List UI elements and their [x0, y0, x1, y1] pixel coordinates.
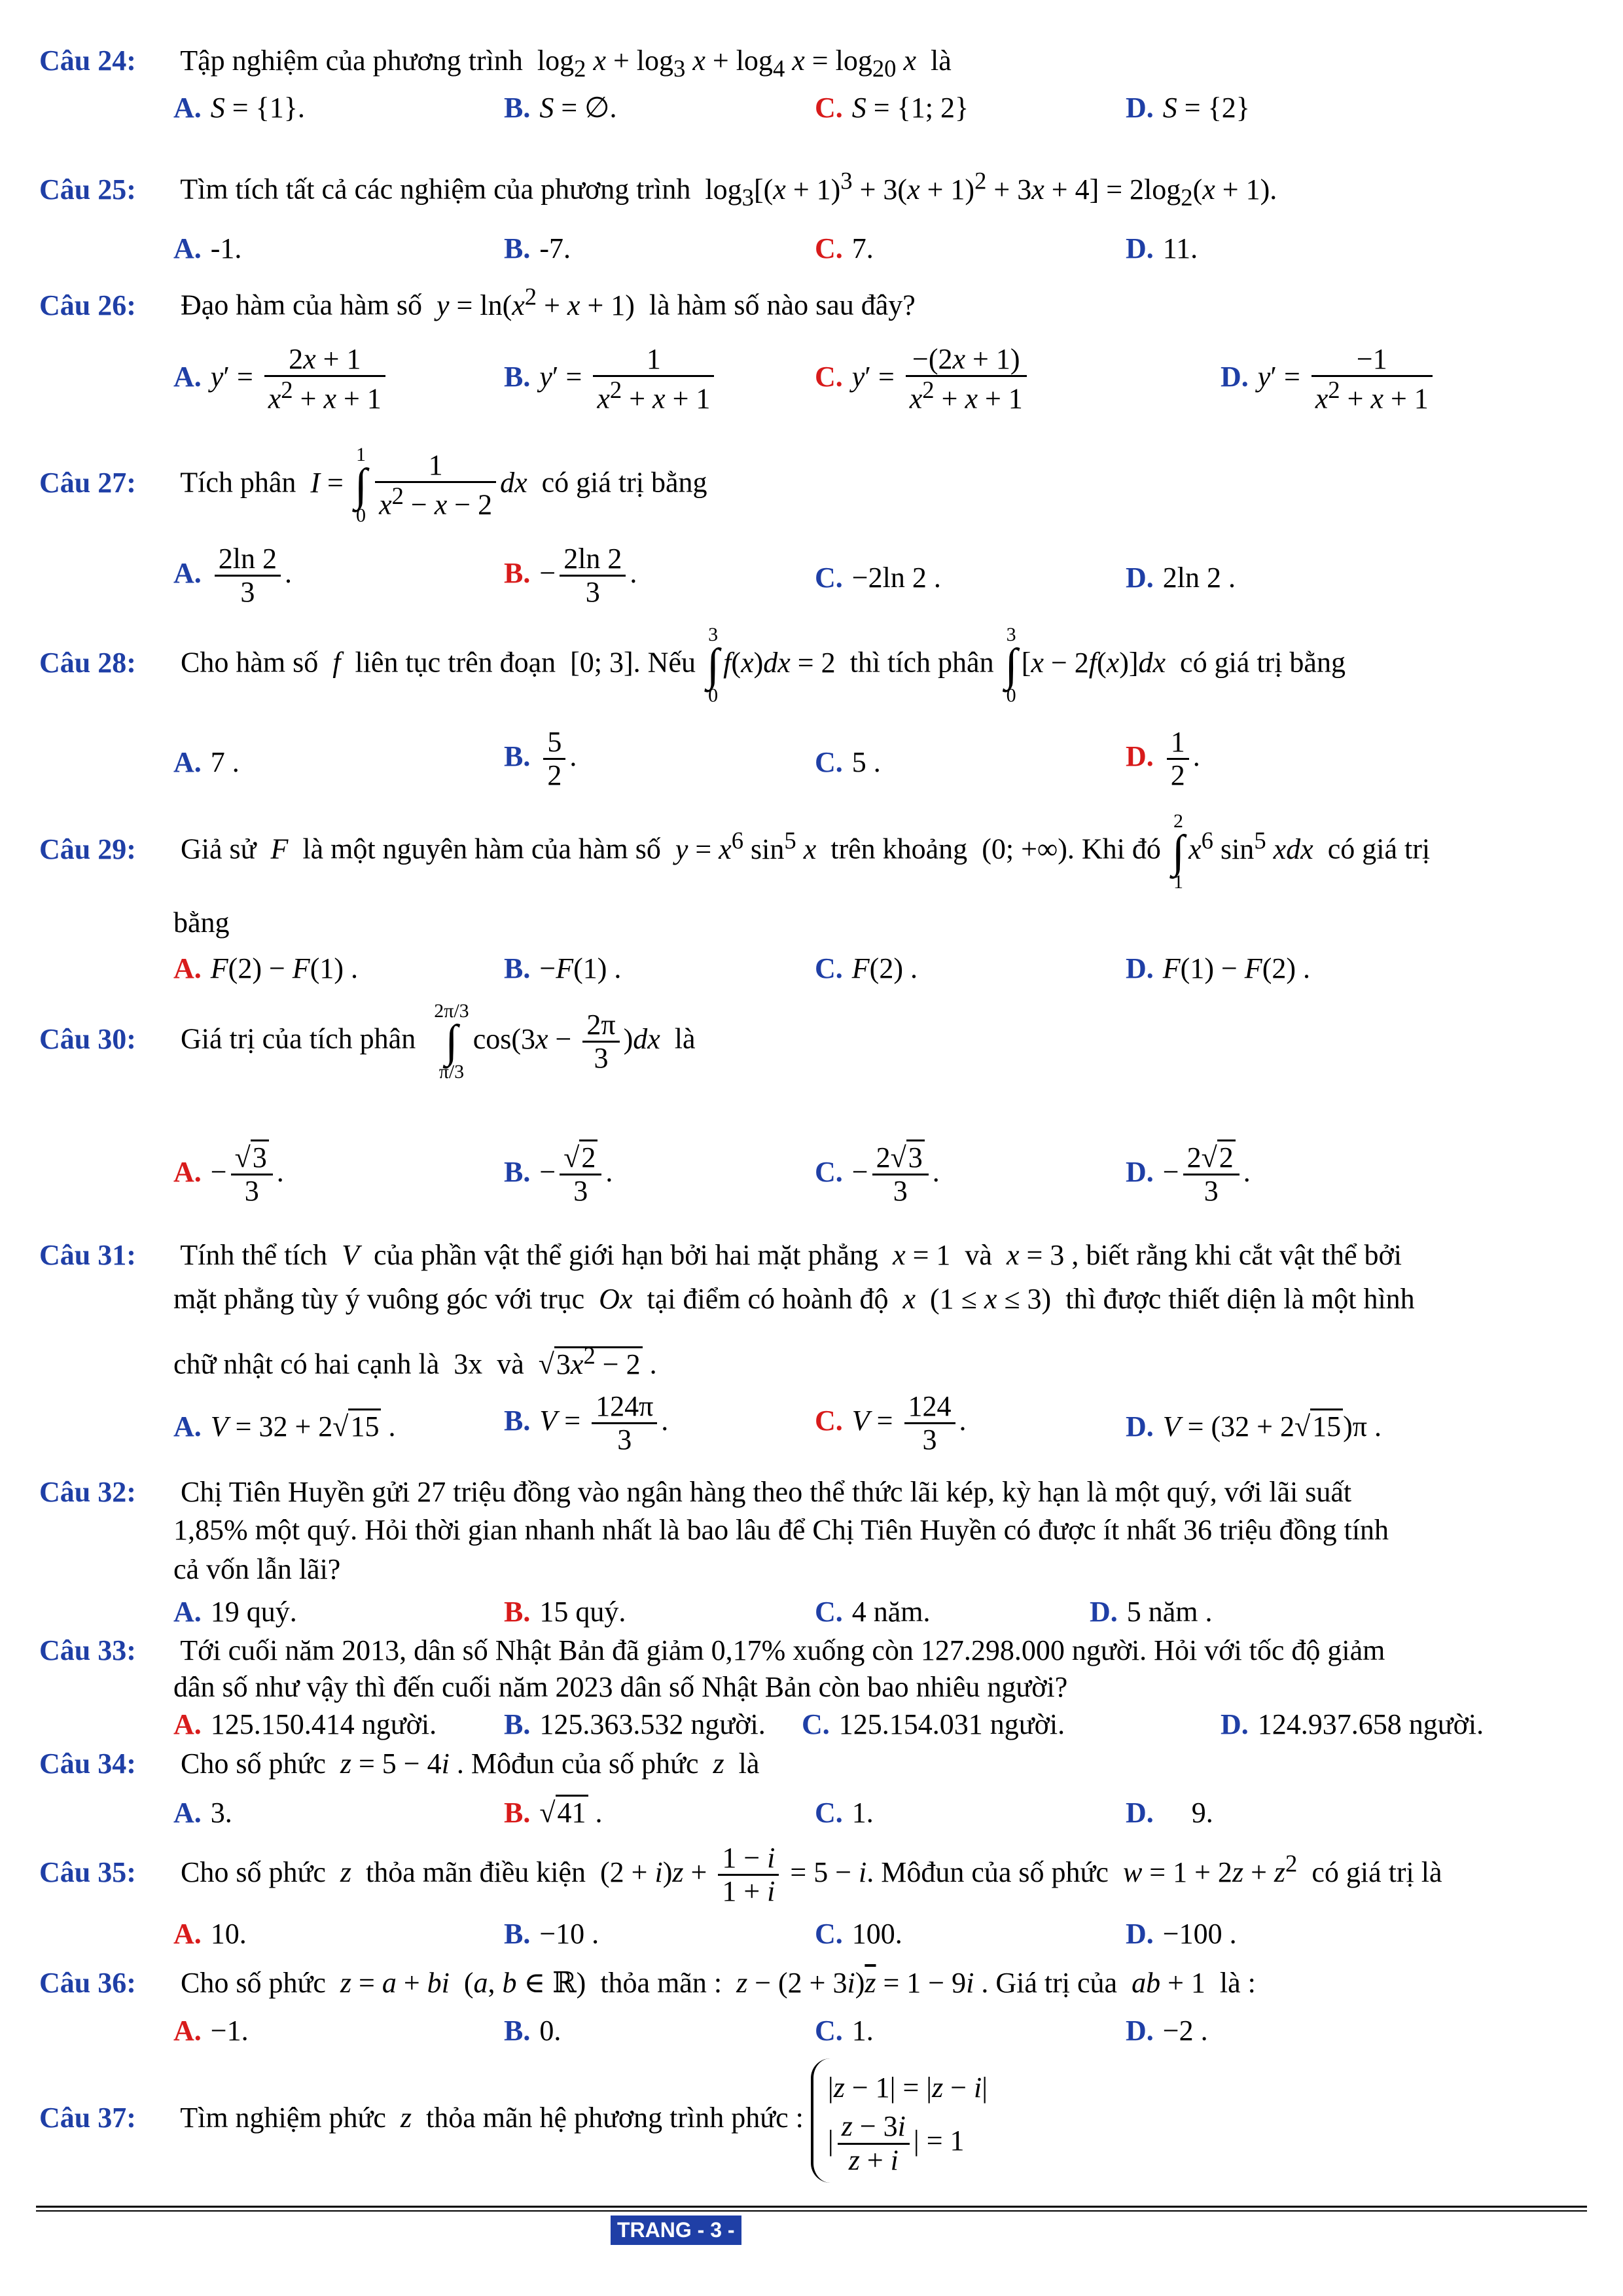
option-b[interactable]: B. −F(1) . — [504, 952, 622, 984]
option-label: B. — [504, 556, 531, 589]
option-text: −10 . — [539, 1918, 599, 1950]
option-a[interactable]: A. $\frac{2\ln 2}{3}$ . — [173, 543, 293, 609]
math-symbol: 3x — [446, 1348, 490, 1380]
option-d[interactable] — [1126, 1797, 1213, 1830]
question-stem: Giả sử — [181, 833, 257, 865]
question-33-line2: dân số như vậy thì đến cuối năm 2023 dân số Nhật Bản còn bao nhiêu người? — [173, 1671, 1068, 1703]
option-text: 0. — [539, 2015, 562, 2047]
option-label: D. — [1126, 1797, 1154, 1829]
option-d[interactable]: D. 2ln 2 . — [1126, 562, 1236, 594]
option-text: 19 quý. — [210, 1596, 297, 1628]
question-tail: có giá trị — [1327, 833, 1431, 865]
question-number: Câu 30: — [39, 1022, 136, 1055]
math-symbol: V — [334, 1239, 366, 1271]
option-a[interactable]: A. − $\frac{√3}{3}$ . — [173, 1142, 284, 1208]
option-text: 125.363.532 người. — [539, 1708, 766, 1740]
option-a[interactable]: A. V = 32 + 2√15 . — [173, 1410, 395, 1444]
question-32 — [39, 1476, 1597, 1509]
question-text: thỏa mãn điều kiện — [365, 1856, 586, 1888]
question-stem: Đạo hàm của hàm số — [181, 289, 422, 321]
option-label: A. — [173, 1918, 202, 1950]
option-text: 9. — [1191, 1797, 1213, 1829]
option-label: D. — [1090, 1596, 1118, 1628]
option-label: B. — [504, 232, 531, 264]
option-b[interactable]: B. √41 . — [504, 1797, 603, 1830]
question-text: Tới cuối năm 2013, dân số Nhật Bản đã giảm 0,17% xuống còn 127.298.000 người. Hỏi với tốc độ giảm — [180, 1634, 1385, 1666]
option-label: B. — [504, 1708, 531, 1740]
question-number: Câu 24: — [39, 45, 136, 77]
question-text: . Môđun của số phức — [456, 1748, 699, 1780]
option-label: B. — [504, 1155, 531, 1188]
option-b[interactable] — [504, 1918, 599, 1951]
question-27 — [39, 445, 1597, 526]
question-text: Tính thể tích — [180, 1239, 328, 1271]
option-b[interactable] — [504, 2015, 561, 2048]
question-stem: Cho hàm số — [181, 646, 319, 679]
question-31-line3 — [173, 1342, 657, 1381]
option-label: C. — [815, 232, 843, 264]
question-32-line3: cả vốn lẫn lãi? — [173, 1553, 341, 1585]
question-number: Câu 28: — [39, 646, 136, 679]
option-c[interactable] — [815, 2015, 874, 2048]
option-label: D. — [1126, 92, 1154, 124]
question-text: và — [497, 1348, 524, 1380]
option-text: −100 . — [1162, 1918, 1237, 1950]
question-31-line2 — [173, 1283, 1415, 1316]
option-c[interactable] — [815, 746, 881, 780]
option-d[interactable]: D. $\frac{1}{2}$ . — [1126, 726, 1200, 792]
option-b[interactable] — [504, 1596, 626, 1629]
question-tail: có giá trị bằng — [541, 466, 707, 499]
question-text: chữ nhật có hai cạnh là — [173, 1348, 440, 1380]
question-number: Câu 26: — [39, 289, 136, 321]
math-expression: $y = x^6$ $\sin^5 x$ — [675, 826, 817, 865]
option-text: 11. — [1162, 232, 1198, 264]
question-text: mặt phẳng tùy ý vuông góc với trục — [173, 1283, 585, 1315]
math-symbol: z — [705, 1748, 732, 1780]
question-number: Câu 25: — [39, 173, 136, 206]
question-34 — [39, 1748, 1597, 1781]
option-d[interactable]: D. y′ = $\frac{-1}{x^2 + x + 1}$ — [1221, 344, 1436, 415]
option-a[interactable] — [173, 746, 240, 780]
option-label: B. — [504, 952, 531, 984]
option-d[interactable] — [1221, 1708, 1484, 1742]
option-d[interactable] — [1126, 1918, 1237, 1951]
math-expression: 2π/3 ∫ π/3cos(3x − $\frac{2\pi}{3}$ )dx — [434, 1000, 660, 1083]
option-text: 10. — [210, 1918, 247, 1950]
option-b[interactable]: B. − $\frac{√2}{3}$ . — [504, 1142, 613, 1208]
option-label: B. — [504, 1596, 531, 1628]
option-label: C. — [815, 92, 843, 124]
option-b[interactable]: B. V = $\frac{124\pi}{3}$ . — [504, 1390, 669, 1456]
option-label: C. — [815, 2015, 843, 2047]
question-stem: Tìm tích tất cả các nghiệm của phương trình — [180, 173, 691, 206]
question-tail: là — [738, 1748, 760, 1780]
option-d[interactable]: D. V = (32 + 2√15)π . — [1126, 1410, 1382, 1444]
question-30 — [39, 1001, 1597, 1082]
option-c[interactable] — [815, 1918, 902, 1951]
option-c[interactable] — [802, 1708, 1065, 1742]
option-a[interactable]: A. y′ = $\frac{2x + 1}{x^2 + x + 1}$ — [173, 344, 389, 415]
option-label: D. — [1126, 1155, 1154, 1188]
question-stem: Cho số phức — [181, 1967, 326, 1999]
math-expression: $z - (2 + 3i)\overline{z} = 1 - 9i$ — [736, 1967, 974, 1999]
question-stem: Tìm nghiệm phức — [180, 2102, 386, 2134]
option-label: B. — [504, 1404, 531, 1437]
math-expression: 3 ∫ 0f(x)dx = 2 — [706, 624, 843, 706]
option-label: C. — [815, 1596, 843, 1628]
question-text: Chị Tiên Huyền gửi 27 triệu đồng vào ngân hàng theo thể thức lãi kép, kỳ hạn là một quý, với lãi suất — [181, 1476, 1352, 1508]
option-d[interactable]: D. − $\frac{2√2}{3}$ . — [1126, 1142, 1251, 1208]
question-text: của phần vật thể giới hạn bởi hai mặt phẳng — [373, 1239, 879, 1271]
question-text: và — [965, 1239, 992, 1271]
question-stem: Cho số phức — [181, 1856, 326, 1888]
option-b[interactable] — [504, 232, 571, 266]
question-tail: là hàm số nào sau đây? — [649, 289, 916, 321]
option-label: D. — [1126, 2015, 1154, 2047]
option-label: B. — [504, 2015, 531, 2047]
option-label: A. — [173, 746, 202, 778]
option-label: D. — [1126, 1410, 1154, 1443]
math-symbol: z = a + bi (a, b ∈ ℝ) — [340, 1967, 594, 1999]
math-symbol: z — [393, 2102, 419, 2134]
math-expression: 3 ∫ 0[x − 2f(x)]dx — [1005, 624, 1166, 706]
question-text: thỏa mãn hệ phương trình phức : — [426, 2102, 804, 2134]
math-symbol: f — [325, 646, 348, 679]
question-text: . Khi đó — [1067, 833, 1161, 865]
question-29 — [39, 812, 1597, 892]
option-label: C. — [815, 952, 843, 984]
question-29-tail: bằng — [173, 906, 230, 939]
equation-system: |z − 1| = |z − i| | $\frac{z - 3i}{z + i}$ | = 1 — [811, 2058, 994, 2183]
option-label: A. — [173, 1708, 202, 1740]
option-text: 100. — [851, 1918, 902, 1950]
option-label: B. — [504, 360, 531, 393]
option-b[interactable]: B. S = ∅. — [504, 92, 617, 124]
option-text: 7. — [851, 232, 874, 264]
option-d[interactable]: D. S = {2} — [1126, 92, 1250, 124]
option-label: C. — [815, 746, 843, 778]
option-label: B. — [504, 92, 531, 124]
question-31 — [39, 1239, 1597, 1272]
option-text: 1. — [851, 1797, 874, 1829]
option-c[interactable] — [815, 1596, 931, 1629]
option-label: C. — [815, 1155, 843, 1188]
question-32-line2: 1,85% một quý. Hỏi thời gian nhanh nhất là bao lâu để Chị Tiên Huyền có được ít nhất 36 triệu đồng tính — [173, 1514, 1389, 1546]
question-text: thỏa mãn : — [600, 1967, 722, 1999]
footer-divider — [36, 2210, 1587, 2212]
question-text: thì tích phân — [849, 646, 994, 679]
option-text: 125.154.031 người. — [838, 1708, 1065, 1740]
question-text: liên tục trên đoạn — [355, 646, 556, 679]
option-label: B. — [504, 740, 531, 772]
question-text: tại điểm có hoành độ — [647, 1283, 889, 1315]
math-symbol: x = 3 — [1006, 1239, 1065, 1271]
question-number: Câu 33: — [39, 1634, 136, 1666]
option-label: C. — [815, 360, 843, 393]
question-tail: có giá trị là — [1311, 1856, 1442, 1888]
option-b[interactable] — [504, 1708, 766, 1742]
option-b[interactable]: B. $\frac{5}{2}$ . — [504, 726, 577, 792]
option-label: A. — [173, 92, 202, 124]
option-a[interactable] — [173, 1708, 437, 1742]
math-symbol: $w = 1 + 2z + z^2$ — [1122, 1850, 1298, 1888]
question-37 — [39, 2058, 1597, 2183]
option-text: 15 quý. — [539, 1596, 626, 1628]
option-label: C. — [815, 1797, 843, 1829]
math-symbol: Ox — [592, 1283, 640, 1315]
math-expression: $\log_2 x + \log_3 x + \log_4 x = \log_{20} x$ — [529, 45, 917, 82]
option-label: D. — [1221, 360, 1249, 393]
option-label: C. — [815, 562, 843, 594]
option-label: A. — [173, 1596, 202, 1628]
option-text: 124.937.658 người. — [1257, 1708, 1484, 1740]
question-text: . Môđun của số phức — [866, 1856, 1109, 1888]
math-symbol: F — [263, 833, 296, 865]
math-symbol: x = 1 — [893, 1239, 958, 1271]
option-c[interactable]: C. −2ln 2 . — [815, 562, 941, 594]
question-stem: Cho số phức — [181, 1748, 326, 1780]
option-label: D. — [1126, 562, 1154, 594]
math-symbol: x (1 ≤ x ≤ 3) — [902, 1283, 1059, 1315]
option-label: D. — [1126, 232, 1154, 264]
question-25 — [39, 167, 1597, 211]
question-stem: Giá trị của tích phân — [181, 1022, 416, 1055]
option-c[interactable]: C. V = $\frac{124}{3}$ . — [815, 1390, 967, 1456]
option-d[interactable] — [1090, 1596, 1213, 1629]
math-symbol: $√3x^2 - 2$ . — [531, 1342, 657, 1380]
page-number: TRANG - 3 - — [611, 2215, 741, 2245]
option-label: A. — [173, 360, 202, 393]
option-label: A. — [173, 556, 202, 589]
option-text: 1. — [851, 2015, 874, 2047]
option-a[interactable] — [173, 1596, 297, 1629]
option-text: -7. — [539, 232, 571, 264]
option-a[interactable]: A. S = {1}. — [173, 92, 305, 124]
option-text: −2 . — [1162, 2015, 1208, 2047]
question-stem: Tập nghiệm của phương trình — [180, 45, 523, 77]
math-expression: $\log_3[(x + 1)^3 + 3(x + 1)^2 + 3x + 4] = 2\log_2(x + 1)$. — [698, 167, 1277, 211]
option-label: A. — [173, 232, 202, 264]
option-c[interactable]: C. − $\frac{2√3}{3}$ . — [815, 1142, 940, 1208]
option-label: A. — [173, 1155, 202, 1188]
option-label: A. — [173, 2015, 202, 2047]
option-b[interactable]: B. y′ = $\frac{1}{x^2 + x + 1}$ — [504, 344, 718, 415]
question-28 — [39, 625, 1597, 706]
question-number: Câu 34: — [39, 1748, 136, 1780]
question-text: là một nguyên hàm của hàm số — [302, 833, 661, 865]
math-expression: I = 1 ∫ 0 $\frac{1}{x^2 - x - 2}$ dx — [310, 444, 527, 526]
option-label: C. — [802, 1708, 830, 1740]
option-c[interactable] — [815, 232, 874, 266]
question-number: Câu 36: — [39, 1967, 136, 1999]
question-35 — [39, 1842, 1597, 1908]
option-a[interactable] — [173, 2015, 249, 2048]
option-c[interactable] — [815, 1797, 874, 1830]
option-text: 3. — [210, 1797, 232, 1829]
question-text: . Nếu — [633, 646, 696, 679]
option-label: B. — [504, 1918, 531, 1950]
option-label: D. — [1126, 952, 1154, 984]
question-text: trên khoảng — [830, 833, 968, 865]
math-symbol: z — [332, 1856, 359, 1888]
option-label: D. — [1221, 1708, 1249, 1740]
option-a[interactable]: A. F(2) − F(1) . — [173, 952, 358, 984]
option-b[interactable]: B. − $\frac{2\ln 2}{3}$ . — [504, 543, 637, 609]
option-label: D. — [1126, 740, 1154, 772]
math-symbol: [0; 3] — [563, 646, 633, 679]
option-label: B. — [504, 1797, 531, 1829]
question-tail: là : — [1219, 1967, 1256, 1999]
math-expression: (2 + i)z + $\frac{1 - i}{1 + i}$ = 5 − i — [593, 1842, 867, 1908]
option-c[interactable]: C. S = {1; 2} — [815, 92, 969, 124]
option-c[interactable]: C. F(2) . — [815, 952, 918, 984]
question-number: Câu 32: — [39, 1476, 136, 1508]
option-text: 7 . — [210, 746, 240, 778]
option-a[interactable] — [173, 1918, 247, 1951]
option-d[interactable]: D. F(1) − F(2) . — [1126, 952, 1310, 984]
option-text: -1. — [210, 232, 242, 264]
option-d[interactable] — [1126, 2015, 1208, 2048]
option-a[interactable] — [173, 1797, 232, 1830]
option-text: 5 . — [851, 746, 881, 778]
question-number: Câu 35: — [39, 1856, 136, 1888]
question-33 — [39, 1634, 1597, 1668]
question-text: thì được thiết diện là một hình — [1065, 1283, 1415, 1315]
option-label: C. — [815, 1918, 843, 1950]
option-text: −1. — [210, 2015, 249, 2047]
option-c[interactable]: C. y′ = $\frac{-(2x + 1)}{x^2 + x + 1}$ — [815, 344, 1031, 415]
option-label: A. — [173, 952, 202, 984]
question-tail: là — [931, 45, 952, 77]
option-label: C. — [815, 1404, 843, 1437]
question-tail: có giá trị bằng — [1180, 646, 1346, 679]
question-36 — [39, 1967, 1597, 2000]
question-number: Câu 27: — [39, 466, 136, 499]
footer-divider — [36, 2206, 1587, 2208]
question-number: Câu 31: — [39, 1239, 136, 1271]
question-26 — [39, 283, 1597, 322]
math-expression: $y = \ln(x^2 + x + 1)$ — [437, 283, 642, 321]
math-expression: 2 ∫ $1x^6$ $\sin^5$ xdx — [1171, 810, 1313, 893]
question-text: . Giá trị của — [981, 1967, 1118, 1999]
option-d[interactable] — [1126, 232, 1198, 266]
option-text: 5 năm . — [1126, 1596, 1213, 1628]
question-24 — [39, 45, 1597, 82]
option-text: 4 năm. — [851, 1596, 931, 1628]
question-text: , biết rằng khi cắt vật thể bởi — [1071, 1239, 1402, 1271]
option-text: 125.150.414 người. — [210, 1708, 437, 1740]
option-label: A. — [173, 1410, 202, 1443]
math-symbol: (0; +∞) — [974, 833, 1067, 865]
option-label: D. — [1126, 1918, 1154, 1950]
question-stem: Tích phân — [180, 466, 296, 499]
math-symbol: ab + 1 — [1132, 1967, 1213, 1999]
question-number: Câu 29: — [39, 833, 136, 865]
question-number: Câu 37: — [39, 2102, 136, 2134]
math-symbol: z = 5 − 4i — [340, 1748, 450, 1780]
option-a[interactable] — [173, 232, 241, 266]
question-tail: là — [674, 1022, 696, 1055]
option-label: A. — [173, 1797, 202, 1829]
